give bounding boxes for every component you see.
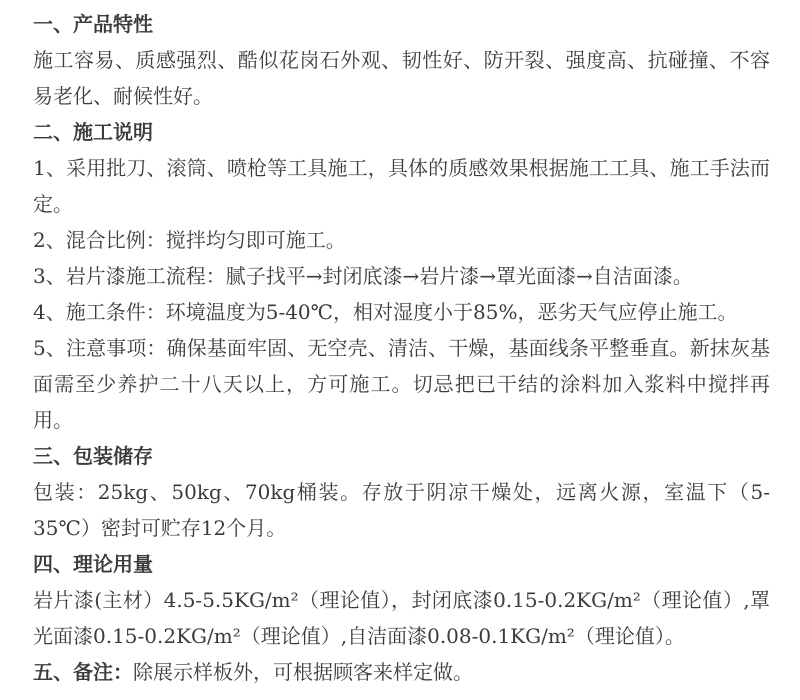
notes-label: 五、备注：: [33, 660, 133, 684]
paragraph-mixing-ratio: 2、混合比例：搅拌均匀即可施工。: [33, 228, 346, 252]
paragraph-construction-conditions: 4、施工条件：环境温度为5-40℃，相对湿度小于85%，恶劣天气应停止施工。: [33, 300, 738, 324]
paragraph-theoretical-usage: 岩片漆(主材）4.5-5.5KG/m²（理论值），封闭底漆0.15-0.2KG/m²（理论值）,罩光面漆0.15-0.2KG/m²（理论值）,自洁面漆0.08-0.1KG/m²（理论值）。: [33, 588, 770, 648]
paragraph-packaging-storage: 包装：25kg、50kg、70kg桶装。存放于阴凉干燥处，远离火源，室温下（5-35℃）密封可贮存12个月。: [33, 480, 770, 540]
heading-theoretical-usage: 四、理论用量: [33, 552, 153, 576]
heading-construction-instructions: 二、施工说明: [33, 120, 153, 144]
paragraph-product-features: 施工容易、质感强烈、酷似花岗石外观、韧性好、防开裂、强度高、抗碰撞、不容易老化、耐候性好。: [33, 48, 770, 108]
notes-text: 除展示样板外，可根据顾客来样定做。: [133, 660, 473, 684]
paragraph-process-flow: 3、岩片漆施工流程：腻子找平→封闭底漆→岩片漆→罩光面漆→自洁面漆。: [33, 264, 693, 288]
paragraph-notes: [33, 654, 770, 690]
heading-packaging-storage: 三、包装储存: [33, 444, 153, 468]
paragraph-construction-tools: 1、采用批刀、滚筒、喷枪等工具施工，具体的质感效果根据施工工具、施工手法而定。: [33, 156, 770, 216]
paragraph-precautions: 5、注意事项：确保基面牢固、无空壳、清洁、干燥，基面线条平整垂直。新抹灰基面需至少养护二十八天以上，方可施工。切忌把已干结的涂料加入浆料中搅拌再用。: [33, 336, 770, 432]
heading-product-features: 一、产品特性: [33, 12, 153, 36]
